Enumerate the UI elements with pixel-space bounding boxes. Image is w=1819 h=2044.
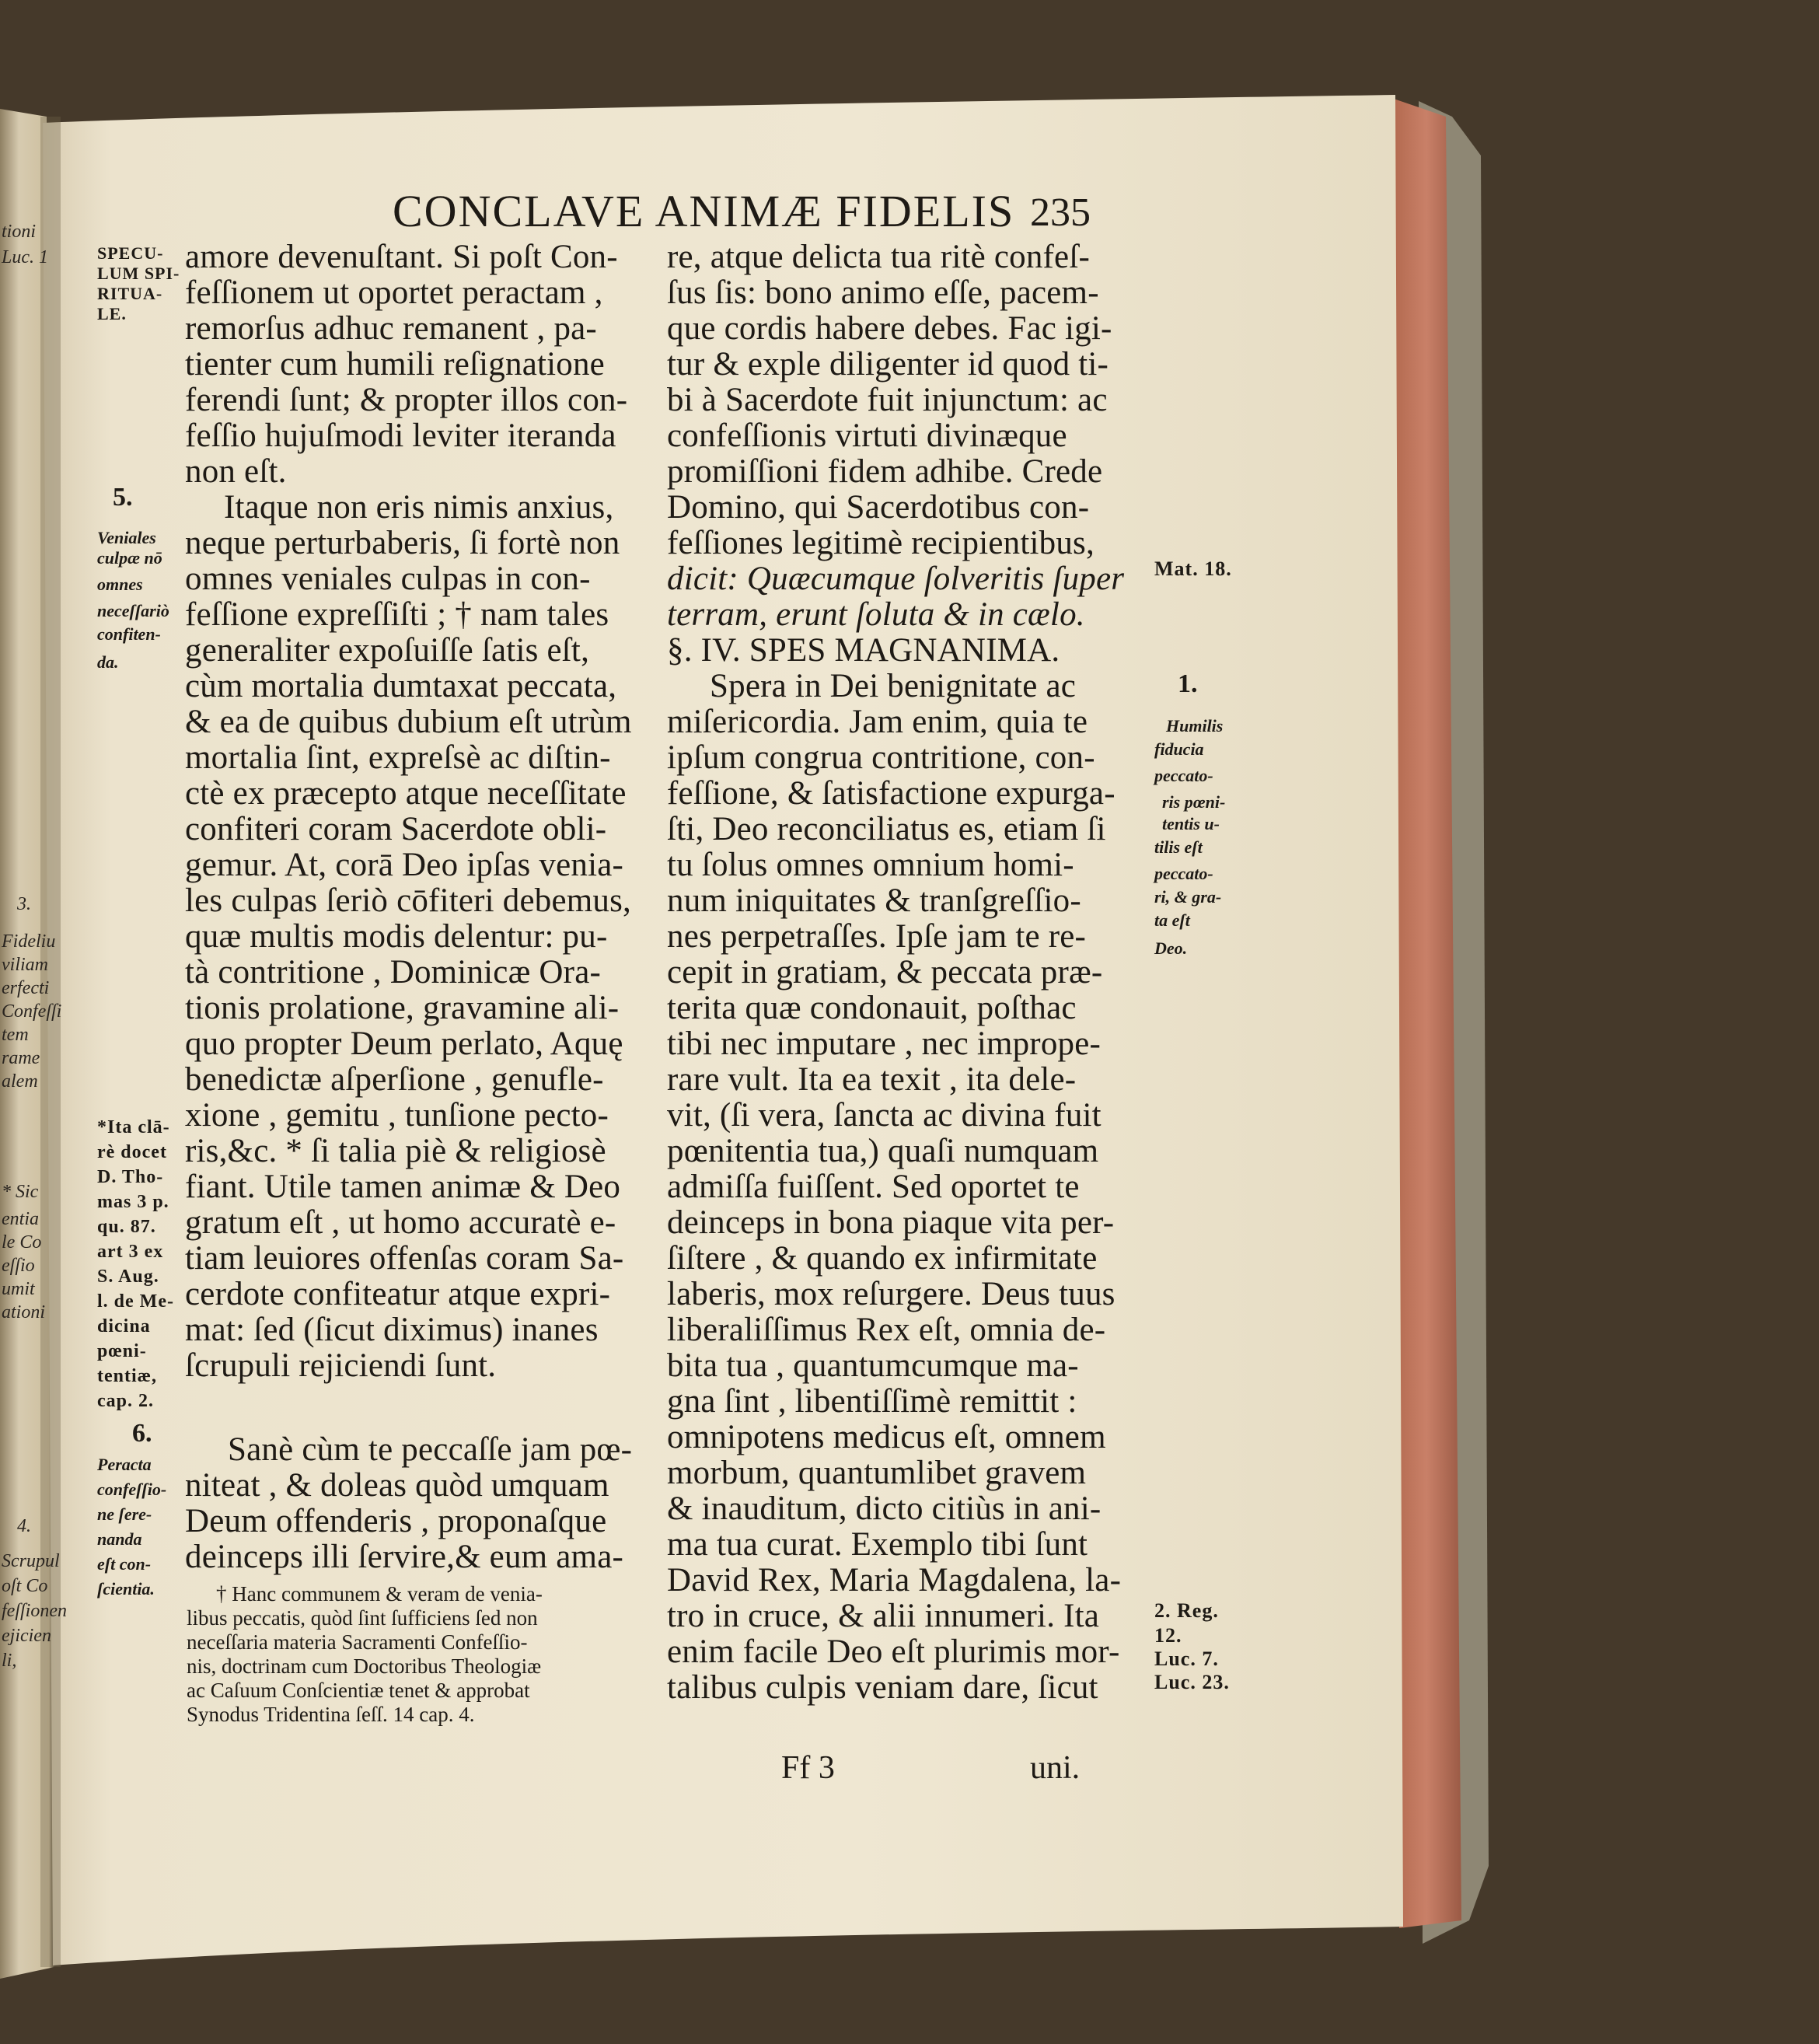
text-line: confeſſionis virtuti divinæque (667, 418, 1067, 454)
margin-note: culpæ nō (97, 548, 162, 568)
text-line: ferendi ſunt; & propter illos con- (185, 382, 628, 418)
text-line: quæ multis modis delentur: pu- (185, 918, 608, 955)
text-line: amore devenuſtant. Si poſt Con- (185, 239, 618, 275)
text-line: omnes veniales culpas in con- (185, 561, 591, 597)
margin-note: ta eſt (1154, 910, 1190, 930)
text-line: miſericordia. Jam enim, quia te (667, 704, 1088, 740)
text-line: terram, erunt ſoluta & in cælo. (667, 596, 1085, 633)
text-line: tro in cruce, & alii innumeri. Ita (667, 1598, 1100, 1634)
text-line: quo propter Deum perlato, Aquę (185, 1025, 623, 1062)
text-line: feſſione, & ſatisfactione expurga- (667, 775, 1115, 812)
text-line: & inauditum, dicto citiùs in ani- (667, 1490, 1102, 1527)
text-line: re, atque delicta tua ritè confeſ- (667, 239, 1091, 275)
text-line: tionis prolatione, gravamine ali- (185, 990, 620, 1026)
text-line: tienter cum humili reſignatione (185, 346, 605, 383)
margin-note: Deo. (1154, 938, 1188, 958)
text-line: feſſio hujuſmodi leviter iteranda (185, 418, 616, 454)
text-line: feſſionem ut oportet peractam , (185, 274, 603, 311)
text-line: tu ſolus omnes omnium homi- (667, 847, 1074, 883)
prev-page-fragment: ationi (2, 1302, 46, 1322)
text-line: morbum, quantumlibet gravem (667, 1455, 1087, 1491)
margin-note: fiducia (1154, 739, 1204, 759)
text-line: promiſſioni fidem adhibe. Crede (667, 453, 1103, 490)
prev-page-fragment: umit (2, 1279, 35, 1299)
margin-note: cap. 2. (97, 1391, 154, 1411)
footnote-line: ac Caſuum Conſcientiæ tenet & approbat (187, 1679, 530, 1702)
text-line: gemur. At, corā Deo ipſas venia- (185, 847, 624, 883)
text-line: gna ſint , libentiſſimè remittit : (667, 1383, 1077, 1420)
text-line: Deum offenderis , proponaſque (185, 1503, 607, 1539)
prev-page-fragment: viliam (2, 955, 48, 975)
prev-page-fragment: Scrupul (2, 1551, 60, 1571)
margin-note: tentiæ, (97, 1366, 157, 1386)
text-line: ma tua curat. Exemplo tibi ſunt (667, 1526, 1088, 1563)
text-line: terita quæ condonauit, poſthac (667, 990, 1077, 1026)
prev-page-fragment: ejicien (2, 1626, 51, 1646)
left-text-column (185, 239, 655, 1575)
catchword: uni. (1030, 1750, 1081, 1786)
paragraph-number: 5. (113, 483, 133, 512)
signature-mark: Ff 3 (781, 1750, 835, 1786)
paragraph-number: 6. (132, 1419, 152, 1448)
text-line: cùm mortalia dumtaxat peccata, (185, 668, 617, 704)
margin-note: 12. (1154, 1624, 1182, 1647)
text-line: rare vult. Ita ea texit , ita dele- (667, 1061, 1077, 1098)
margin-note: mas 3 p. (97, 1192, 169, 1212)
prev-page-fragment: le Co (2, 1232, 42, 1253)
prev-page-fragment: Fideliu (2, 931, 56, 952)
text-line: feſſiones legitimè recipientibus, (667, 525, 1095, 561)
text-line: num iniquitates & tranſgreſſio- (667, 882, 1081, 919)
margin-note: LUM SPI- (97, 264, 180, 283)
text-line: Sanè cùm te peccaſſe jam pœ- (228, 1431, 633, 1468)
text-line: talibus culpis veniam dare, ſicut (667, 1669, 1098, 1706)
margin-note: 2. Reg. (1154, 1599, 1219, 1622)
margin-note: Luc. 23. (1154, 1671, 1230, 1693)
margin-note: peccato- (1154, 766, 1213, 785)
right-text-column (667, 239, 1149, 1802)
margin-note: Humilis (1166, 716, 1224, 735)
text-line: deinceps in bona piaque vita per- (667, 1204, 1115, 1241)
prev-page-fragment: * Sic (2, 1182, 39, 1202)
footnote-line: nis, doctrinam cum Doctoribus Theologiæ (187, 1654, 542, 1678)
margin-note: rè docet (97, 1142, 167, 1162)
text-line: non eſt. (185, 453, 287, 490)
text-line: les culpas ſeriò cōfiteri debemus, (185, 882, 631, 919)
margin-note: SPECU- (97, 243, 164, 263)
text-line: cepit in gratiam, & peccata præ- (667, 954, 1103, 991)
prev-page-fragment: feſſionen (2, 1601, 67, 1621)
text-line: ſti, Deo reconciliatus es, etiam ſi (667, 811, 1106, 847)
margin-note: dicina (97, 1316, 151, 1336)
text-line: ipſum congrua contritione, con- (667, 739, 1095, 776)
text-line: bi à Sacerdote fuit injunctum: ac (667, 382, 1108, 418)
text-line: ſus ſis: bono animo eſſe, pacem- (667, 274, 1099, 311)
prev-page-fragment: entia (2, 1209, 39, 1229)
margin-note: qu. 87. (97, 1217, 156, 1237)
margin-note: confiten- (97, 624, 161, 644)
footnote-line: neceſſaria materia Sacramenti Confeſſio- (187, 1630, 528, 1654)
prev-page-fragment: eſſio (2, 1256, 35, 1276)
text-line: & ea de quibus dubium eſt utrùm (185, 704, 632, 740)
text-line: bita tua , quantumcumque ma- (667, 1347, 1079, 1384)
text-line: generaliter expoſuiſſe ſatis eſt, (185, 632, 590, 669)
prev-page-fragment: Luc. 1 (2, 247, 48, 267)
text-line: liberaliſſimus Rex eſt, omnia de- (667, 1312, 1106, 1348)
text-line: David Rex, Maria Magdalena, la- (667, 1562, 1122, 1599)
margin-note: ſcientia. (97, 1579, 155, 1599)
prev-page-fragment: erfecti (2, 978, 50, 998)
margin-note: Peracta (97, 1455, 152, 1474)
margin-note: tilis eſt (1154, 837, 1203, 857)
margin-note: LE. (97, 304, 127, 323)
margin-note: art 3 ex (97, 1242, 164, 1262)
text-line: ſcrupuli rejiciendi ſunt. (185, 1347, 497, 1384)
text-line: deinceps illi ſervire,& eum ama- (185, 1539, 623, 1575)
margin-note: neceſſariò (97, 601, 169, 620)
text-line: omnipotens medicus eſt, omnem (667, 1419, 1106, 1455)
text-line: confiteri coram Sacerdote obli- (185, 811, 607, 847)
prev-page-fragment: li, (2, 1651, 17, 1671)
text-line: cerdote confiteatur atque expri- (185, 1276, 611, 1312)
margin-note: tentis u- (1162, 814, 1220, 833)
text-line: tà contritione , Dominicæ Ora- (185, 954, 601, 991)
text-line: mat: ſed (ſicut diximus) inanes (185, 1312, 599, 1348)
margin-note: ri, & gra- (1154, 887, 1222, 907)
prev-page-fragment: 4. (17, 1516, 31, 1536)
text-line: laberis, mox reſurgere. Deus tuus (667, 1276, 1115, 1312)
text-line: admiſſa fuiſſent. Sed oportet te (667, 1169, 1080, 1205)
running-title: CONCLAVE ANIMÆ FIDELIS (393, 186, 1015, 236)
text-line: pœnitentia tua,) quaſi numquam (667, 1133, 1099, 1169)
text-line: ſiſtere , & quando ex infirmitate (667, 1240, 1098, 1277)
margin-note: eſt con- (97, 1554, 152, 1574)
footnote-line: † Hanc communem & veram de venia- (216, 1582, 543, 1606)
prev-page-fragment: 3. (17, 894, 31, 914)
text-line: que cordis habere debes. Fac igi- (667, 310, 1112, 347)
footnote-line: Synodus Tridentina ſeſſ. 14 cap. 4. (187, 1703, 475, 1726)
text-line: remorſus adhuc remanent , pa- (185, 310, 597, 347)
text-line: ctè ex præcepto atque neceſſitate (185, 775, 627, 812)
prev-page-fragment: rame (2, 1048, 40, 1068)
prev-page-fragment: tem (2, 1025, 29, 1045)
margin-note: ris pœni- (1162, 792, 1226, 812)
text-line: benedictæ aſperſione , genufle- (185, 1061, 604, 1098)
page-number: 235 (1030, 190, 1091, 235)
text-line: tiam leuiores offenſas coram Sa- (185, 1240, 624, 1277)
text-line: ris,&c. * ſi talia piè & religiosè (185, 1133, 606, 1169)
margin-note: *Ita clā- (97, 1117, 170, 1137)
text-line: tur & exple diligenter id quod ti- (667, 346, 1109, 383)
margin-note: RITUA- (97, 284, 163, 303)
running-head (385, 185, 1131, 239)
text-line: enim facile Deo eſt plurimis mor- (667, 1633, 1120, 1670)
margin-note: omnes (97, 575, 143, 594)
text-line: Itaque non eris nimis anxius, (224, 489, 614, 526)
text-line: xione , gemitu , tunſione pecto- (185, 1097, 609, 1134)
text-line: Spera in Dei benignitate ac (710, 668, 1077, 704)
margin-note: Mat. 18. (1154, 557, 1232, 580)
text-line: niteat , & doleas quòd umquam (185, 1467, 609, 1504)
margin-note: ne ſere- (97, 1504, 152, 1524)
prev-page-fragment: Confeſſi (2, 1001, 62, 1022)
prev-page-fragment: alem (2, 1071, 38, 1092)
margin-note: l. de Me- (97, 1291, 174, 1312)
margin-note: peccato- (1154, 864, 1213, 883)
text-line: tibi nec imputare , nec imprope- (667, 1025, 1102, 1062)
margin-note: S. Aug. (97, 1267, 159, 1287)
margin-note: pœni- (97, 1341, 147, 1361)
margin-note: confeſſio- (97, 1480, 167, 1499)
text-line: Domino, qui Sacerdotibus con- (667, 489, 1090, 526)
section-heading: §. IV. SPES MAGNANIMA. (667, 632, 1060, 669)
text-line: fiant. Utile tamen animæ & Deo (185, 1169, 621, 1205)
text-line: neque perturbaberis, ſi fortè non (185, 525, 620, 561)
prev-page-fragment: oſt Co (2, 1576, 48, 1596)
margin-note: Luc. 7. (1154, 1647, 1219, 1670)
paragraph-number: 1. (1178, 669, 1198, 698)
margin-note: D. Tho- (97, 1167, 164, 1187)
text-line: mortalia ſint, expreſsè ac diſtin- (185, 739, 611, 776)
text-line: feſſione expreſſiſti ; † nam tales (185, 596, 609, 633)
margin-note: nanda (97, 1529, 142, 1549)
margin-note: da. (97, 652, 119, 672)
footnote (187, 1582, 653, 1745)
footnote-line: libus peccatis, quòd ſint ſufficiens ſed non (187, 1606, 538, 1630)
margin-note: Veniales (97, 528, 156, 547)
prev-page-fragment: tioni (2, 222, 37, 242)
text-line: vit, (ſi vera, ſancta ac divina fuit (667, 1097, 1102, 1134)
text-line: gratum eſt , ut homo accuratè e- (185, 1204, 616, 1241)
text-line: nes perpetraſſes. Ipſe jam te re- (667, 918, 1087, 955)
text-line: dicit: Quæcumque ſolveritis ſuper (667, 561, 1125, 597)
